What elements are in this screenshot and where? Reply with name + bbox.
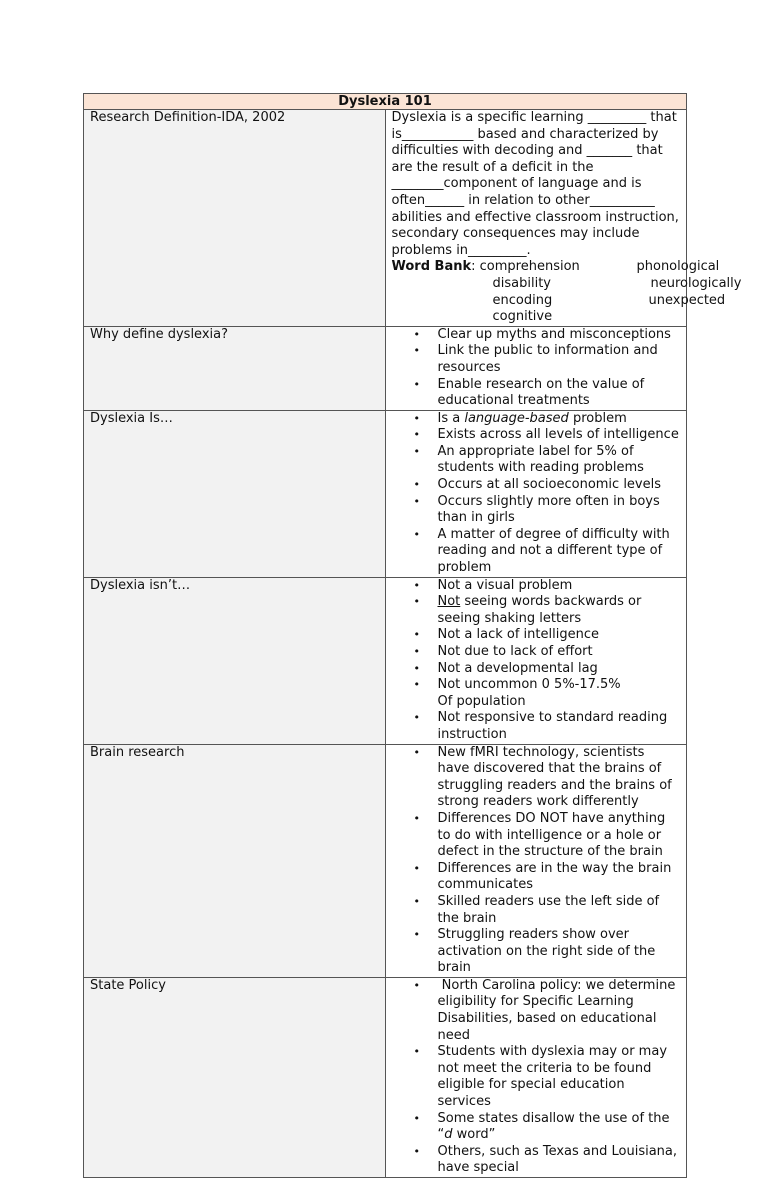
- list-item: • Not seeing words backwards or seeing shaking letters: [392, 594, 681, 627]
- row-label-research: Research Definition-IDA, 2002: [84, 110, 386, 327]
- list-item: • Not due to lack of effort: [392, 644, 681, 661]
- is-list: [392, 411, 681, 577]
- row-label-why: Why define dyslexia?: [84, 326, 386, 410]
- list-item: • New fMRI technology, scientists have discovered that the brains of struggling readers and the brains of strong readers work differently: [392, 745, 681, 811]
- list-item: • Exists across all levels of intelligence: [392, 427, 681, 444]
- word-bank-label: Word Bank: [392, 259, 472, 274]
- brain-list: [392, 745, 681, 977]
- word-bank-word: encoding: [392, 293, 637, 310]
- list-item: • Differences are in the way the brain communicates: [392, 861, 681, 894]
- cell-brain: [385, 744, 687, 977]
- list-item: • Skilled readers use the left side of the brain: [392, 894, 681, 927]
- policy-list: [392, 978, 681, 1177]
- list-item: • Occurs at all socioeconomic levels: [392, 477, 681, 494]
- table-title: Dyslexia 101: [84, 94, 687, 110]
- word-bank-word: neurologically: [637, 276, 770, 293]
- word-bank-word: comprehension: [480, 259, 580, 274]
- row-label-isnt: Dyslexia isn’t…: [84, 577, 386, 744]
- why-list: [392, 327, 681, 410]
- row-policy: [84, 977, 687, 1177]
- row-label-is: Dyslexia Is…: [84, 410, 386, 577]
- row-is: [84, 410, 687, 577]
- table-header-row: [84, 94, 687, 110]
- word-bank-word: phonological: [637, 259, 770, 276]
- list-item: • Not uncommon 0 5%-17.5% Of population: [392, 677, 681, 710]
- word-bank-word: disability: [392, 276, 637, 293]
- list-item: • Some states disallow the use of the “d word”: [392, 1111, 681, 1144]
- cell-isnt: [385, 577, 687, 744]
- cell-why: [385, 326, 687, 410]
- word-bank: Word Bank: comprehension phonological disability neurologically encoding unexpected cognitive: [392, 259, 681, 325]
- list-item: • North Carolina policy: we determine eligibility for Specific Learning Disabilities, based on educational need: [392, 978, 681, 1044]
- cell-policy: [385, 977, 687, 1177]
- definition-text: Dyslexia is a specific learning _________ that is___________ based and characterized by difficulties with decoding and _______ that are the result of a deficit in the ________component of language and is often______ in relation to other__________ abilities and effective classroom instruction, secondary consequences may include problems in_________.: [392, 110, 681, 259]
- list-item: • Occurs slightly more often in boys than in girls: [392, 494, 681, 527]
- list-item: • Not responsive to standard reading instruction: [392, 710, 681, 743]
- row-why: [84, 326, 687, 410]
- list-item: • Others, such as Texas and Louisiana, have special: [392, 1144, 681, 1177]
- list-item: • Link the public to information and resources: [392, 343, 681, 376]
- list-item: • Not a lack of intelligence: [392, 627, 681, 644]
- word-bank-word: unexpected: [637, 293, 770, 310]
- list-item: • Enable research on the value of educational treatments: [392, 377, 681, 410]
- cell-research: [385, 110, 687, 327]
- row-brain: [84, 744, 687, 977]
- list-item: • A matter of degree of difficulty with reading and not a different type of problem: [392, 527, 681, 577]
- row-label-policy: State Policy: [84, 977, 386, 1177]
- list-item: • Differences DO NOT have anything to do with intelligence or a hole or defect in the structure of the brain: [392, 811, 681, 861]
- dyslexia-table: [83, 93, 687, 1178]
- list-item: • Is a language-based problem: [392, 411, 681, 428]
- list-item: • An appropriate label for 5% of students with reading problems: [392, 444, 681, 477]
- row-isnt: [84, 577, 687, 744]
- list-item: • Not a developmental lag: [392, 661, 681, 678]
- list-item: • Clear up myths and misconceptions: [392, 327, 681, 344]
- list-item: • Students with dyslexia may or may not meet the criteria to be found eligible for special education services: [392, 1044, 681, 1110]
- list-item: • Not a visual problem: [392, 578, 681, 595]
- isnt-list: [392, 578, 681, 744]
- row-research: [84, 110, 687, 327]
- list-item: • Struggling readers show over activation on the right side of the brain: [392, 927, 681, 977]
- cell-is: [385, 410, 687, 577]
- word-bank-word: cognitive: [392, 309, 637, 326]
- row-label-brain: Brain research: [84, 744, 386, 977]
